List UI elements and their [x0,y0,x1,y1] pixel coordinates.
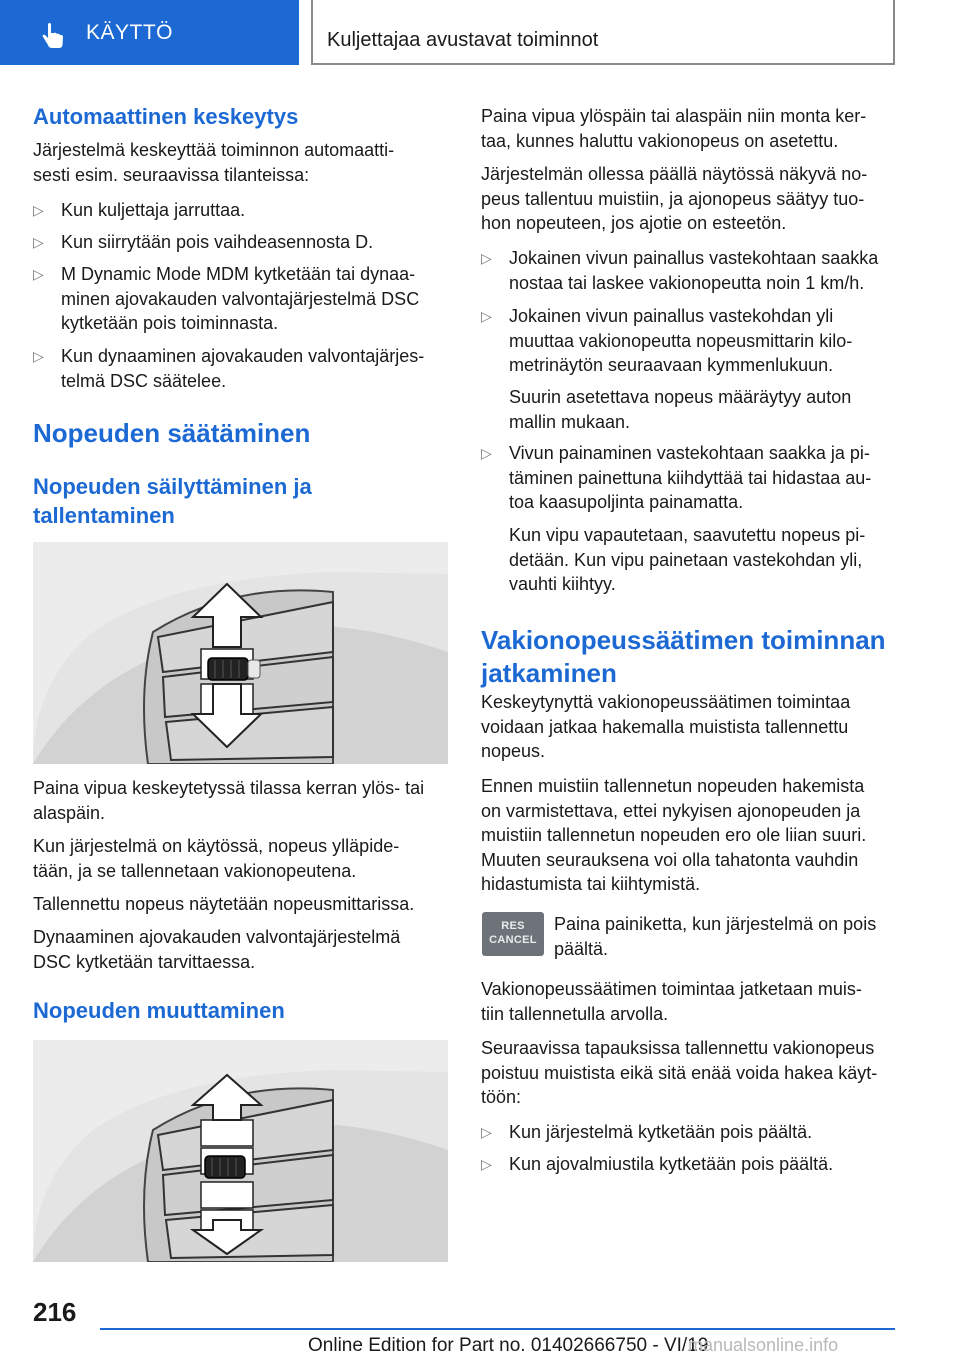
heading-speed-change: Nopeuden muuttaminen [33,998,285,1023]
footer-watermark: manualsonline.info [688,1335,839,1355]
heading-automatic-pause: Automaattinen keskeytys [33,104,299,129]
res-cancel-button-icon: RES CANCEL [482,912,544,956]
paragraph-store-4: Dynaaminen ajovakauden valvontajärjestelmä DSC kytketään tarvittaessa. [33,927,401,972]
paragraph-automatic-pause: Järjestelmä keskeyttää toiminnon automaatti- sesti esim. seuraavissa tilanteissa: [33,140,395,185]
triangle-bullet-icon: ▷ [481,308,492,324]
triangle-bullet-icon: ▷ [481,1124,492,1140]
page-number: 216 [33,1297,77,1327]
steering-wheel-lever-image-2 [33,1040,448,1262]
paragraph-after-2: Seuraavissa tapauksissa tallennettu vakionopeus poistuu muistista eikä sitä enää voida hakea käyt- töön: [481,1038,878,1107]
heading-resume: Vakionopeussäätimen toiminnan jatkaminen [481,625,886,688]
chapter-title: Kuljettajaa avustavat toiminnot [327,29,599,51]
paragraph-resume-1: Keskeytynyttä vakionopeussäätimen toimintaa voidaan jatkaa hakemalla muistista tallennettu nopeus. [481,692,851,761]
footer-edition: Online Edition for Part no. 01402666750 - VI/19 [308,1335,709,1356]
res-button-instruction: Paina painiketta, kun järjestelmä on pois päältä. [554,914,877,959]
hand-pointer-icon [38,22,68,52]
steering-wheel-lever-image-1 [33,542,448,764]
paragraph-change-2: Järjestelmän ollessa päällä näytössä näkyvä no- peus tallentuu muistiin, ja ajonopeus säätyy tuo- hon nopeuteen, jos ajotie on esteetön. [481,164,868,233]
footer-divider [100,1328,895,1330]
heading-speed-adjust: Nopeuden säätäminen [33,418,311,448]
paragraph-after-1: Vakionopeussäätimen toimintaa jatketaan muis- tiin tallennetulla arvolla. [481,979,862,1024]
triangle-bullet-icon: ▷ [33,266,44,282]
triangle-bullet-icon: ▷ [481,1156,492,1172]
section-tab[interactable] [0,0,299,65]
triangle-bullet-icon: ▷ [33,234,44,250]
paragraph-change-1: Paina vipua ylöspäin tai alaspäin niin monta ker- taa, kunnes haluttu vakionopeus on asetettu. [481,106,867,151]
heading-speed-store: Nopeuden säilyttäminen ja tallentaminen [33,474,312,528]
triangle-bullet-icon: ▷ [481,445,492,461]
section-label: KÄYTTÖ [86,21,174,44]
paragraph-resume-2: Ennen muistiin tallennetun nopeuden hakemista on varmistettava, ettei nykyisen ajonopeuden ja muistiin tallennetun nopeuden ero ole liian suuri. Muuten seurauksena voi olla tahatonta vauhdin hidastumista tai kiihtymistä. [481,776,867,894]
paragraph-store-3: Tallennettu nopeus näytetään nopeusmittarissa. [33,894,415,914]
chapter-title-box [311,0,895,65]
paragraph-store-1: Paina vipua keskeytetyssä tilassa kerran ylös- tai alaspäin. [33,778,425,823]
list-item-note: Suurin asetettava nopeus määräytyy auton mallin mukaan. [509,387,852,432]
paragraph-store-2: Kun järjestelmä on käytössä, nopeus ylläpide- tään, ja se tallennetaan vakionopeutena. [33,836,400,881]
triangle-bullet-icon: ▷ [33,202,44,218]
triangle-bullet-icon: ▷ [481,250,492,266]
triangle-bullet-icon: ▷ [33,348,44,364]
list-item-note: Kun vipu vapautetaan, saavutettu nopeus pi- detään. Kun vipu painetaan vastekohdan yli, vauhti kiihtyy. [509,525,866,594]
